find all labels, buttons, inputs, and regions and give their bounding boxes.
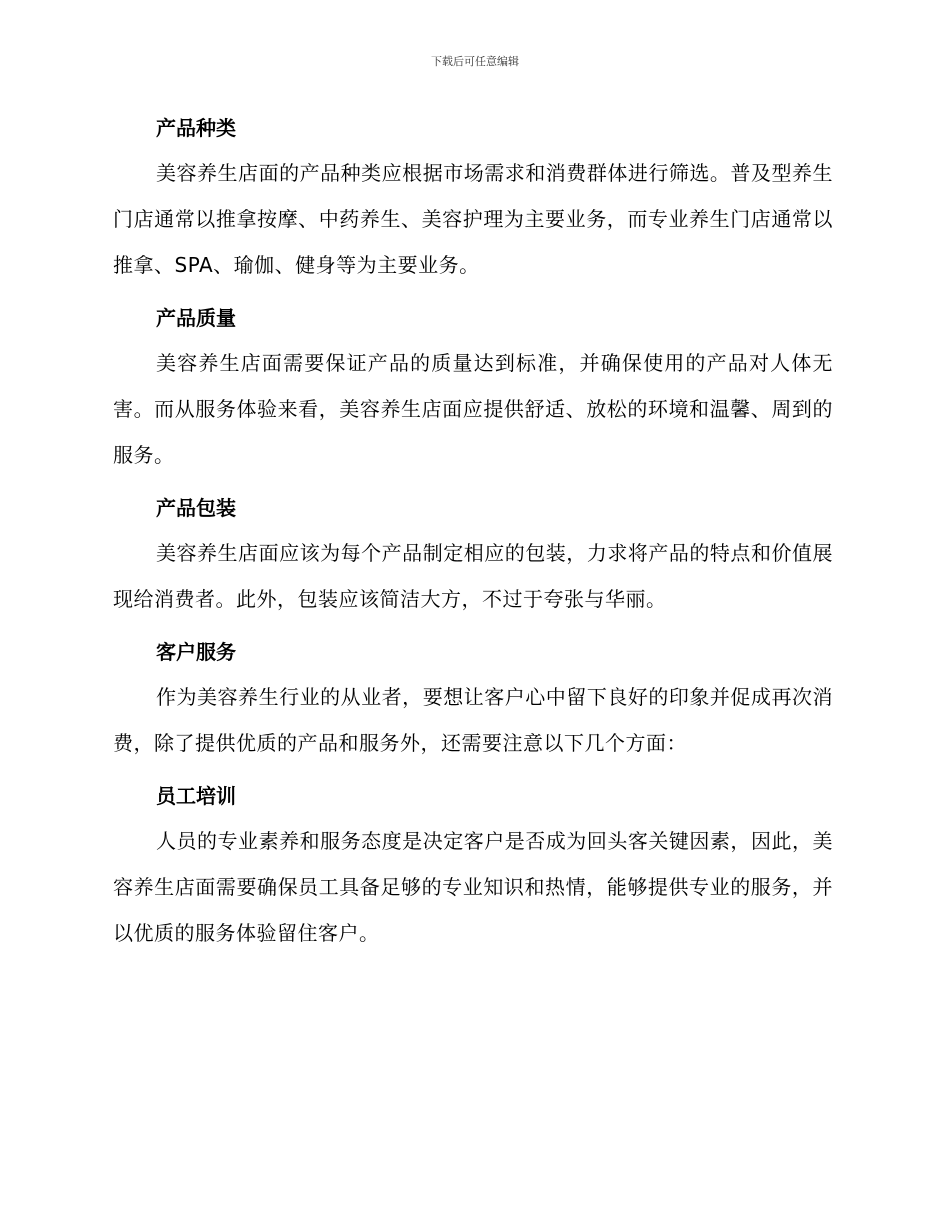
section-heading: 产品种类 [156,116,236,140]
page-header-note: 下载后可任意编辑 [431,55,519,68]
section-heading: 员工培训 [156,784,236,808]
section-product-packaging [113,492,833,622]
section-paragraph: 美容养生店面需要保证产品的质量达到标准，并确保使用的产品对人体无害。而从服务体验来看，美容养生店面应提供舒适、放松的环境和温馨、周到的服务。 [113,351,833,467]
section-product-types [113,112,833,288]
section-paragraph: 人员的专业素养和服务态度是决定客户是否成为回头客关键因素，因此，美容养生店面需要确保员工具备足够的专业知识和热情，能够提供专业的服务，并以优质的服务体验留住客户。 [113,829,833,945]
section-paragraph: 美容养生店面应该为每个产品制定相应的包装，力求将产品的特点和价值展现给消费者。此外，包装应该简洁大方，不过于夸张与华丽。 [113,541,833,611]
section-heading: 产品质量 [156,306,236,330]
section-paragraph: 美容养生店面的产品种类应根据市场需求和消费群体进行筛选。普及型养生门店通常以推拿按摩、中药养生、美容护理为主要业务，而专业养生门店通常以推拿、SPA、瑜伽、健身等为主要业务。 [113,161,833,277]
section-paragraph: 作为美容养生行业的从业者，要想让客户心中留下良好的印象并促成再次消费，除了提供优质的产品和服务外，还需要注意以下几个方面： [113,685,833,755]
document-body [113,112,833,956]
section-heading: 产品包装 [156,496,236,520]
section-customer-service [113,636,833,766]
section-product-quality [113,302,833,478]
section-heading: 客户服务 [156,640,236,664]
section-staff-training [113,780,833,956]
